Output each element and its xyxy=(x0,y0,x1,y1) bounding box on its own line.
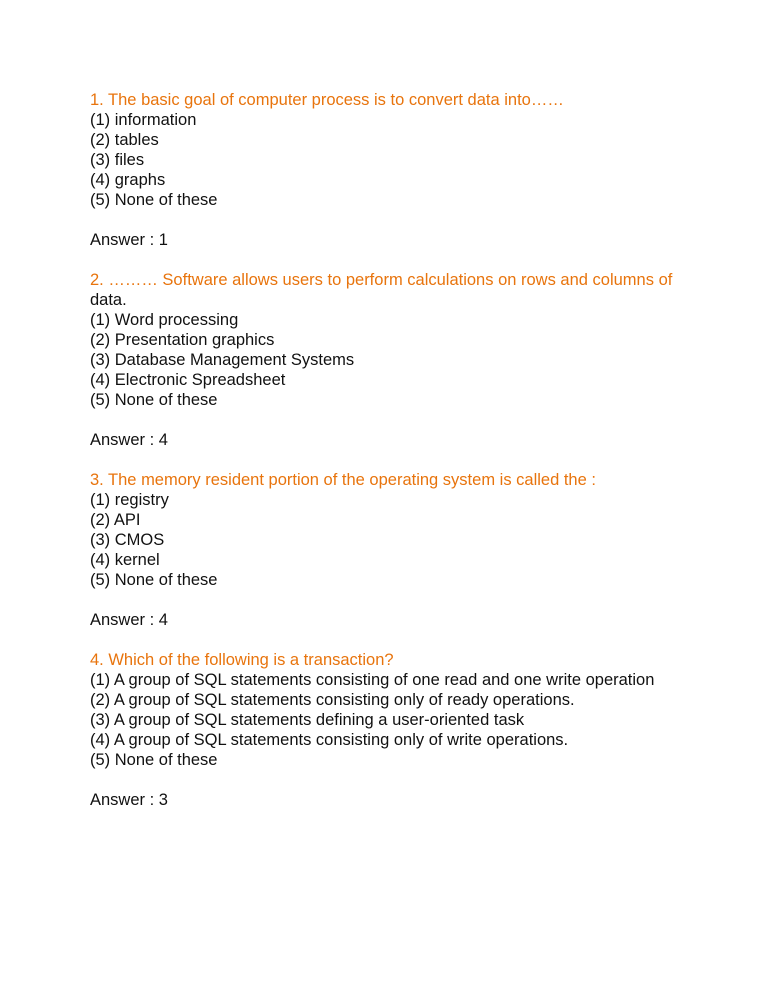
answer-text: Answer : 4 xyxy=(90,431,168,449)
answer-text: Answer : 1 xyxy=(90,231,168,249)
question-block-4 xyxy=(90,650,690,810)
option: (3) files xyxy=(90,151,145,169)
option: (1) Word processing xyxy=(90,311,239,329)
question-text xyxy=(90,650,690,670)
option: (2) API xyxy=(90,511,141,529)
option: (5) None of these xyxy=(90,571,218,589)
question-text xyxy=(90,270,690,310)
question-text xyxy=(90,470,690,490)
option: (3) A group of SQL statements defining a user-oriented task xyxy=(90,711,525,729)
option: (2) tables xyxy=(90,131,159,149)
option: (2) A group of SQL statements consisting only of ready operations. xyxy=(90,691,575,709)
option: (4) Electronic Spreadsheet xyxy=(90,371,286,389)
option: (4) A group of SQL statements consisting only of write operations. xyxy=(90,731,569,749)
quiz-document xyxy=(90,90,690,830)
option: (1) information xyxy=(90,111,197,129)
question-text-main: 2. ……… Software allows users to perform calculations on rows and columns of xyxy=(90,271,673,289)
question-text-main: 4. Which of the following is a transaction? xyxy=(90,651,394,669)
option: (1) A group of SQL statements consisting of one read and one write operation xyxy=(90,671,655,689)
question-block-2 xyxy=(90,270,690,450)
answer-text: Answer : 3 xyxy=(90,791,168,809)
question-text-main: 1. The basic goal of computer process is to convert data into…… xyxy=(90,91,564,109)
question-block-3 xyxy=(90,470,690,630)
option: (4) kernel xyxy=(90,551,160,569)
question-text xyxy=(90,90,690,110)
answer-text: Answer : 4 xyxy=(90,611,168,629)
option: (5) None of these xyxy=(90,751,218,769)
option: (4) graphs xyxy=(90,171,166,189)
question-block-1 xyxy=(90,90,690,250)
option: (3) Database Management Systems xyxy=(90,351,355,369)
question-text-tail: data. xyxy=(90,291,127,309)
option: (3) CMOS xyxy=(90,531,165,549)
option: (5) None of these xyxy=(90,391,218,409)
option: (5) None of these xyxy=(90,191,218,209)
option: (2) Presentation graphics xyxy=(90,331,275,349)
question-text-main: 3. The memory resident portion of the operating system is called the : xyxy=(90,471,596,489)
option: (1) registry xyxy=(90,491,169,509)
